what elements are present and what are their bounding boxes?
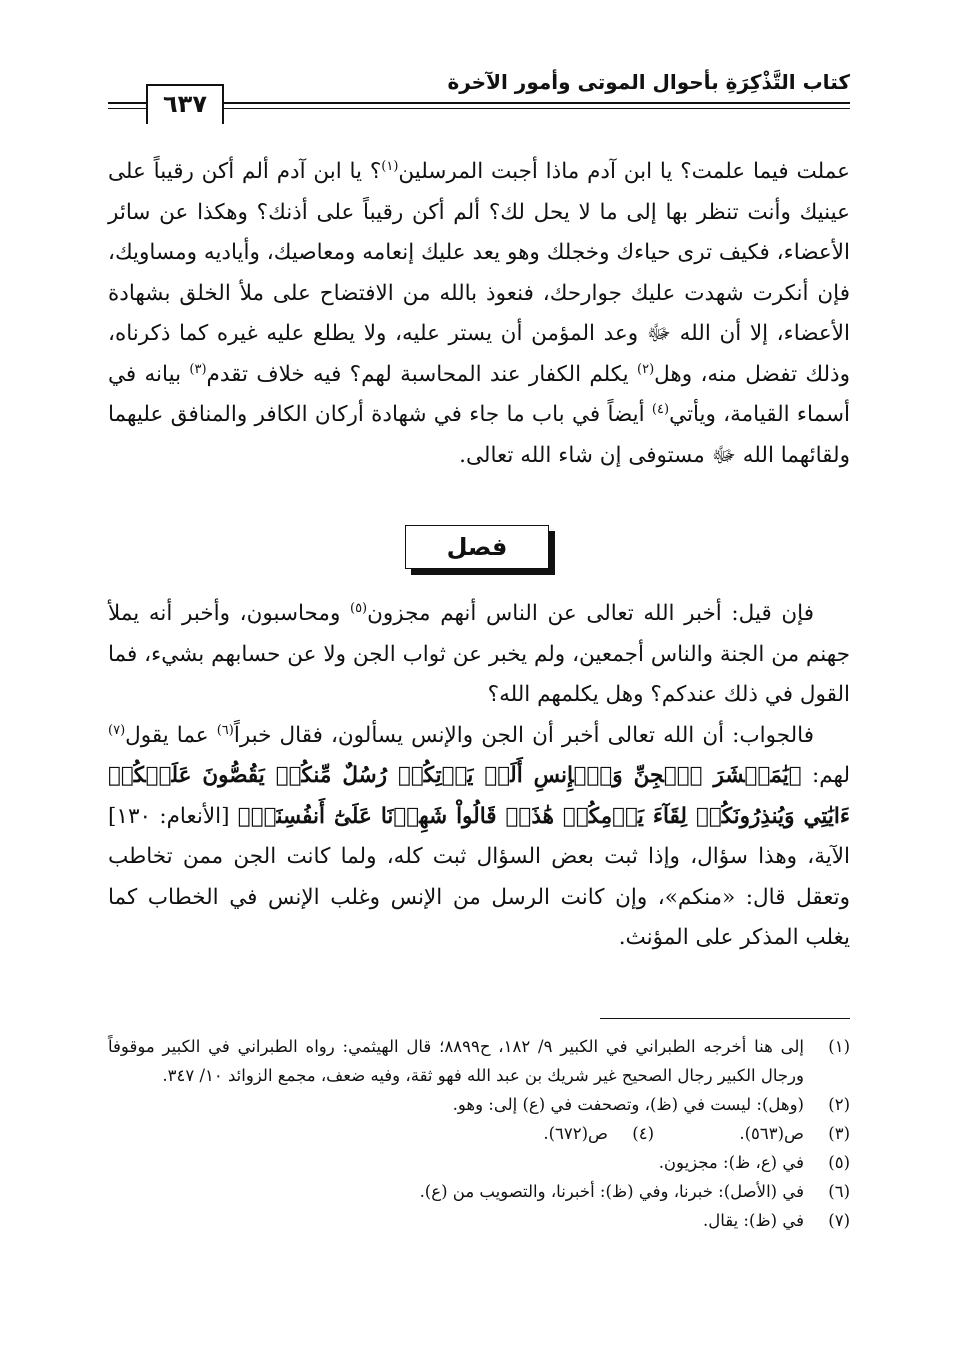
- footnote-4: ص(٦٧٢).: [543, 1124, 608, 1143]
- footnote-ref-1[interactable]: (١): [381, 158, 399, 174]
- page-number: ٦٣٧: [146, 84, 224, 124]
- footnote-ref-2[interactable]: (٢): [637, 361, 655, 377]
- footnote-7: (٧) في (ظ): يقال.: [702, 1211, 850, 1230]
- paragraph-3: فالجواب: أن الله تعالى أخبر أن الجن والإنس يسألون، فقال خبراً$^{(٦)}$ عما يقول$^{(٧)}$ لهم: ﴿يَٰمَعۡشَرَ ٱلۡجِنِّ وَٱلۡإِنسِ أَلَمۡ يَأۡتِكُمۡ رُسُلٌ مِّنكُمۡ يَقُصُّونَ عَلَيۡكُمۡ ءَايَٰتِي وَيُنذِرُونَكُمۡ لِقَآءَ يَوۡمِكُمۡ هَٰذَاۚ قَالُواْ شَهِدۡنَا عَلَىٰٓ أَنفُسِنَاۖ﴾ [الأنعام: ١٣٠] الآية، وهذا سؤال، وإذا ثبت بعض السؤال ثبت كله، ولما كانت الجن ممن تخاطب وتعقل قال: «منكم»، وإن كانت الرسل من الإنس وغلب الإنس في الخطاب كما يغلب المذكر على المؤنث.: [108, 722, 850, 950]
- footnote-ref-7[interactable]: (٧): [108, 722, 126, 738]
- footnote-ref-6[interactable]: (٦): [216, 722, 234, 738]
- footnote-2: (٢) (وهل): ليست في (ظ)، وتصحفت في (ع) إلى: وهو.: [452, 1095, 850, 1114]
- footnote-6: (٦) في (الأصل): خبرنا، وفي (ظ): أخبرنا، والتصويب من (ع).: [419, 1182, 850, 1201]
- main-text-section-1: [108, 152, 850, 476]
- footnote-ref-3[interactable]: (٣): [189, 361, 207, 377]
- footnote-3: ص(٥٦٣).: [739, 1124, 804, 1143]
- quran-verse: ﴿يَٰمَعۡشَرَ ٱلۡجِنِّ وَٱلۡإِنسِ أَلَمۡ يَأۡتِكُمۡ رُسُلٌ مِّنكُمۡ يَقُصُّونَ عَلَيۡكُمۡ ءَايَٰتِي وَيُنذِرُونَكُمۡ لِقَآءَ يَوۡمِكُمۡ هَٰذَاۚ قَالُواْ شَهِدۡنَا عَلَىٰٓ أَنفُسِنَاۖ﴾: [108, 763, 850, 829]
- footnote-1: (١) إلى هنا أخرجه الطبراني في الكبير ٩/ ١٨٢، ح٨٨٩٩؛ قال الهيثمي: رواه الطبراني في الكبير موقوفاً ورجال الكبير رجال الصحيح غير شريك بن عبد الله فهو ثقة، وفيه ضعف، مجمع الزوائد ١٠/ ٣٤٧.: [108, 1037, 850, 1085]
- footnote-4-num: (٤): [632, 1124, 654, 1143]
- footnotes: [108, 1032, 850, 1235]
- footnote-ref-4[interactable]: (٤): [651, 401, 670, 417]
- page-header: [108, 62, 850, 122]
- section-heading: فصل: [405, 525, 549, 569]
- paragraph-2: فإن قيل: أخبر الله تعالى عن الناس أنهم مجزون$^{(٥)}$ ومحاسبون، وأخبر أنه يملأ جهنم من الجنة والناس أجمعين، ولم يخبر عن ثواب الجن ولا عن حسابهم بشيء، فما القول في ذلك عندكم؟ وهل يكلمهم الله؟: [108, 600, 850, 707]
- running-title: كتاب التَّذْكِرَةِ بأحوال الموتى وأمور الآخرة: [447, 70, 850, 94]
- footnote-5: (٥) في (ع، ظ): مجزيون.: [658, 1153, 850, 1172]
- section-heading-box: [405, 525, 555, 575]
- paragraph-1: عملت فيما علمت؟ يا ابن آدم ماذا أجبت المرسلين$^{(١)}$؟ يا ابن آدم ألم أكن رقيباً على عينيك وأنت تنظر بها إلى ما لا يحل لك؟ ألم أكن رقيباً على أذنك؟ وهكذا عن سائر الأعضاء، فكيف ترى حياءك وخجلك وهو يعد عليك إنعامه ومعاصيك، وأياديه ومساويك، فإن أنكرت شهدت عليك جوارحك، فنعوذ بالله من الافتضاح على ملأ الخلق بشهادة الأعضاء، إلا أن الله ﷻ وعد المؤمن أن يستر عليه، ولا يطلع عليه غيره كما ذكرناه، وذلك تفضل منه، وهل$^{(٢)}$ يكلم الكفار عند المحاسبة لهم؟ فيه خلاف تقدم$^{(٣)}$ بيانه في أسماء القيامة، ويأتي$^{(٤)}$ أيضاً في باب ما جاء في شهادة أركان الكافر والمنافق عليهما ولقائهما الله ﷻ مستوفى إن شاء الله تعالى.: [108, 158, 851, 468]
- footnote-3-num: (٣): [828, 1124, 850, 1143]
- footnote-ref-5[interactable]: (٥): [349, 600, 368, 616]
- footnote-separator: [600, 1018, 850, 1019]
- main-text-section-2: [108, 594, 850, 959]
- footnote-row-3-4: [108, 1119, 850, 1148]
